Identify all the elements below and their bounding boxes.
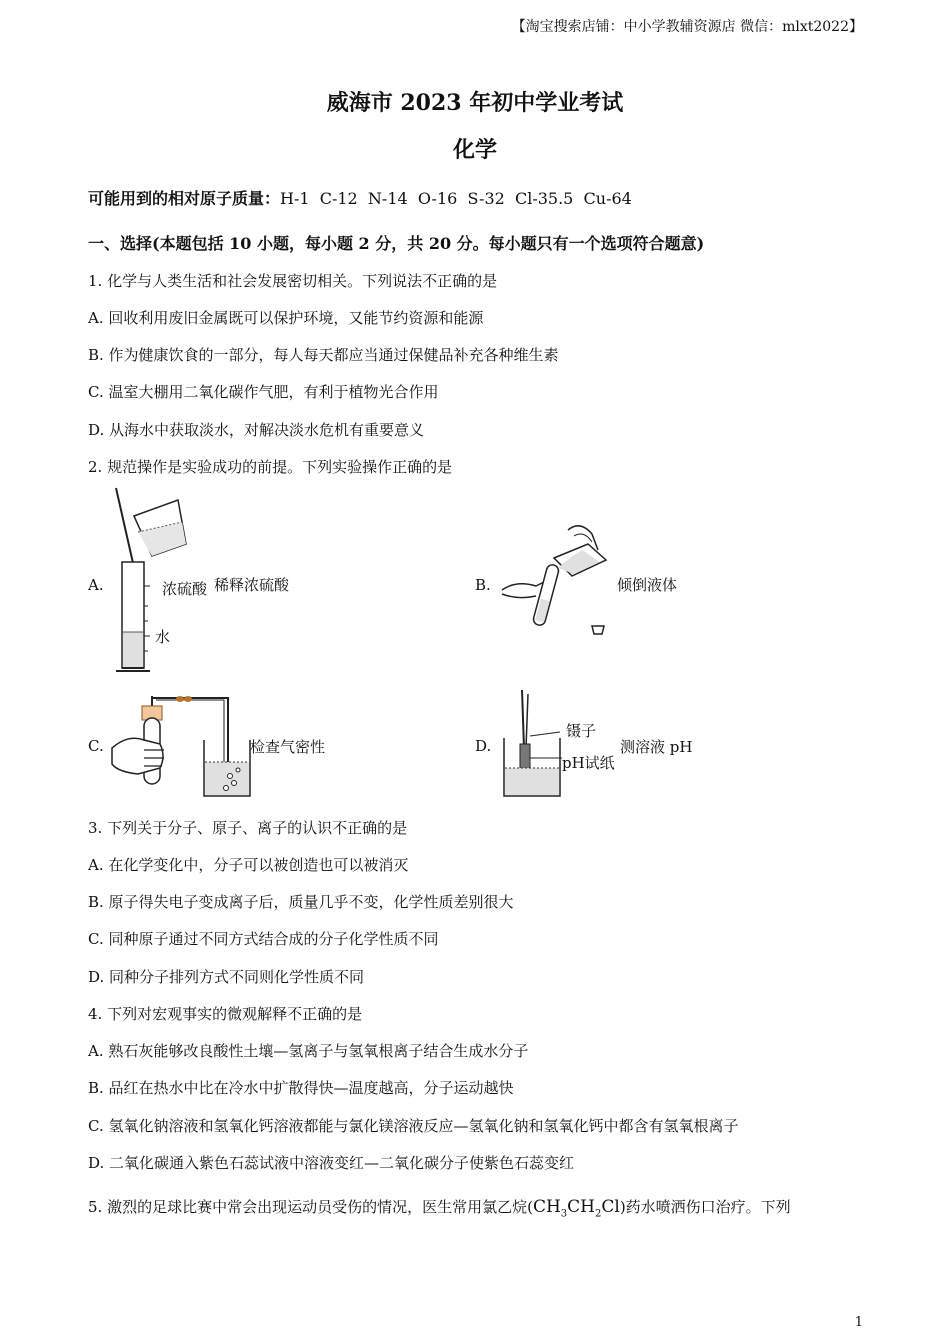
q2-stem: 2. 规范操作是实验成功的前提。下列实验操作正确的是	[88, 458, 453, 476]
q3-option-b: B. 原子得失电子变成离子后，质量几乎不变，化学性质差别很大	[88, 893, 514, 911]
q4-option-d: D. 二氧化碳通入紫色石蕊试液中溶液变红—二氧化碳分子使紫色石蕊变红	[88, 1154, 575, 1172]
q3-option-d: D. 同种分子排列方式不同则化学性质不同	[88, 968, 365, 986]
q4-option-a: A. 熟石灰能够改良酸性土壤—氢离子与氢氧根离子结合生成水分子	[88, 1042, 529, 1060]
q2-option-a-label: 稀释浓硫酸	[214, 576, 290, 594]
conc-acid-label: 浓硫酸	[162, 580, 208, 598]
page-number: 1	[854, 1315, 863, 1330]
q2-option-a-letter: A.	[88, 576, 104, 594]
section-heading: 一、选择(本题包括 10 小题，每小题 2 分，共 20 分。每小题只有一个选项符合题意)	[88, 234, 705, 253]
q5-stem	[88, 1196, 791, 1219]
q2-option-d-label: 测溶液 pH	[620, 738, 693, 756]
atomic-masses-label: 可能用到的相对原子质量：	[88, 189, 281, 208]
q3-stem: 3. 下列关于分子、原子、离子的认识不正确的是	[88, 819, 408, 837]
pouring-figure	[496, 520, 618, 638]
q1-option-d: D. 从海水中获取淡水，对解决淡水危机有重要意义	[88, 421, 425, 439]
q4-option-b: B. 品红在热水中比在冷水中扩散得快—温度越高，分子运动越快	[88, 1079, 514, 1097]
ph-paper-label: pH试纸	[562, 754, 615, 772]
q3-option-a: A. 在化学变化中，分子可以被创造也可以被消灭	[88, 856, 409, 874]
q1-option-a: A. 回收利用废旧金属既可以保护环境，又能节约资源和能源	[88, 309, 484, 327]
subject-title: 化学	[452, 137, 497, 163]
q4-option-c: C. 氢氧化钠溶液和氢氧化钙溶液都能与氯化镁溶液反应—氢氧化钠和氢氧化钙中都含有氢氧根离子	[88, 1117, 739, 1135]
atomic-masses	[88, 186, 632, 209]
q2-option-c-label: 检查气密性	[250, 738, 326, 756]
q4-stem: 4. 下列对宏观事实的微观解释不正确的是	[88, 1005, 363, 1023]
atomic-masses-values: H-1 C-12 N-14 O-16 S-32 Cl-35.5 Cu-64	[280, 189, 632, 208]
q1-stem: 1. 化学与人类生活和社会发展密切相关。下列说法不正确的是	[88, 272, 498, 290]
q5-stem-end: )药水喷洒伤口治疗。下列	[619, 1198, 791, 1216]
q1-option-c: C. 温室大棚用二氧化碳作气肥，有利于植物光合作用	[88, 383, 439, 401]
airtightness-figure	[108, 694, 256, 798]
q2-option-b-letter: B.	[475, 576, 491, 594]
header-note: 【淘宝搜索店铺：中小学教辅资源店 微信：mlxt2022】	[511, 19, 863, 35]
q5-formula: $CH_3CH_2Cl$	[532, 1197, 620, 1220]
tweezers-label: 镊子	[566, 722, 597, 740]
q2-option-c-letter: C.	[88, 737, 104, 755]
ph-figure	[500, 688, 566, 800]
q2-option-b-label: 倾倒液体	[617, 576, 678, 594]
q2-option-d-letter: D.	[475, 737, 492, 755]
exam-title: 威海市 2023 年初中学业考试	[326, 90, 624, 116]
q3-option-c: C. 同种原子通过不同方式结合成的分子化学性质不同	[88, 930, 439, 948]
water-label: 水	[155, 628, 171, 646]
q5-stem-start: 5. 激烈的足球比赛中常会出现运动员受伤的情况，医生常用氯乙烷(	[88, 1198, 533, 1216]
q1-option-b: B. 作为健康饮食的一部分，每人每天都应当通过保健品补充各种维生素	[88, 346, 559, 364]
